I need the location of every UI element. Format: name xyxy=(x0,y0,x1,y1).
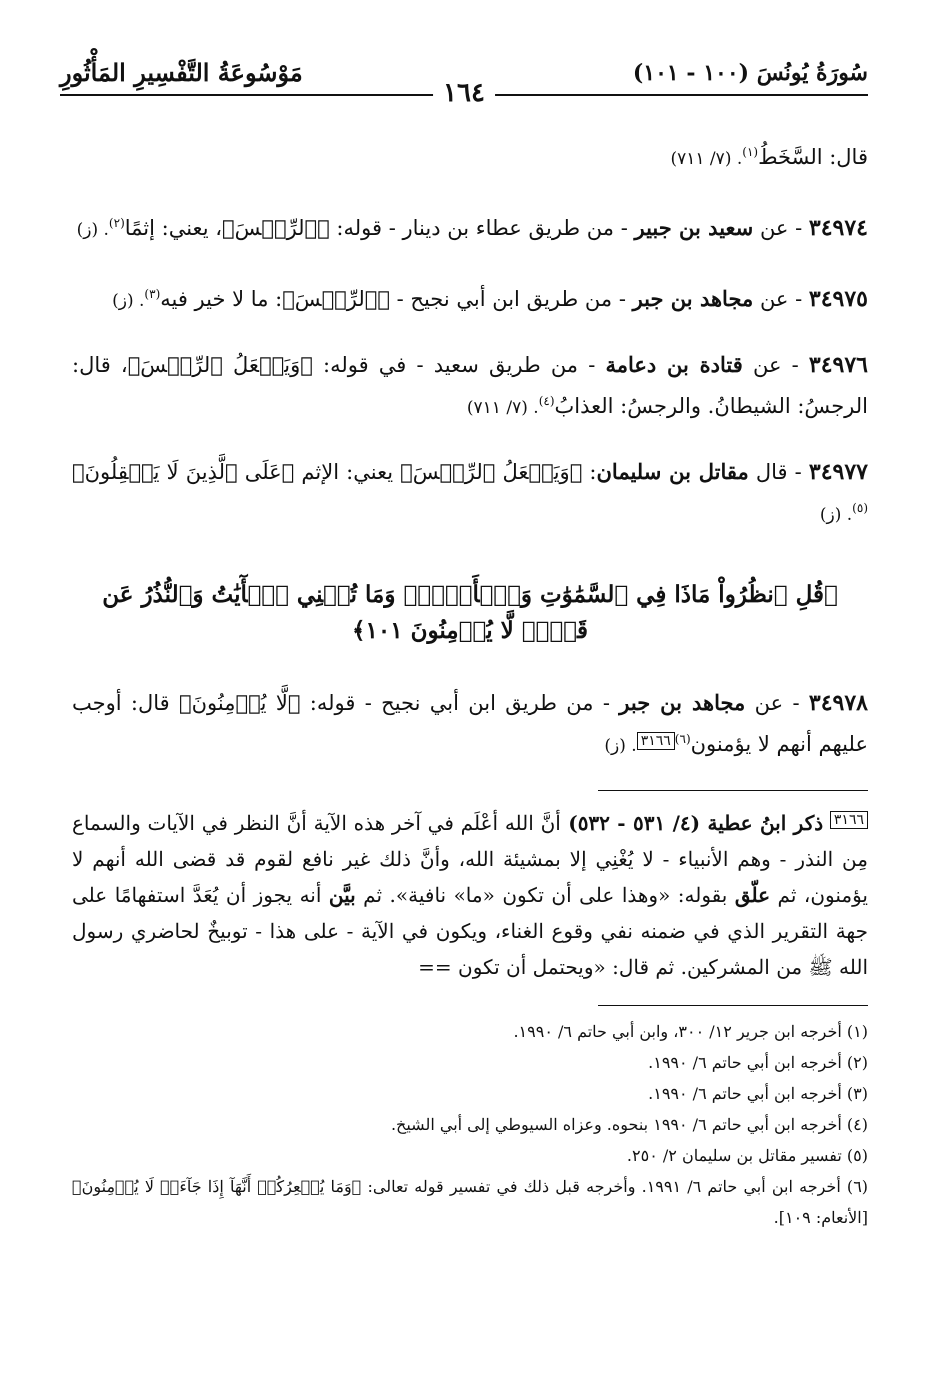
source-ref: . (ز) xyxy=(819,505,853,525)
narration-text: - من طريق ابن أبي نجيح - قوله: ﴿لَّا يُؤۡمِنُونَ﴾ قال: أوجب عليهم أنهم لا يؤمنون xyxy=(72,691,868,756)
footnote-marker: (٢) xyxy=(108,216,125,230)
running-header xyxy=(60,58,868,118)
commentary-emphasis: علّق xyxy=(734,883,771,907)
intro-text: قال: السَّخَطُ xyxy=(758,145,868,169)
footnote: (٤) أخرجه ابن أبي حاتم ٦/ ١٩٩٠ بنحوه. وعزاه السيوطي إلى أبي الشيخ. xyxy=(390,1115,868,1134)
narration-entry xyxy=(72,454,868,533)
intro-line xyxy=(72,134,868,177)
footnote: (٢) أخرجه ابن أبي حاتم ٦/ ١٩٩٠. xyxy=(648,1053,868,1072)
narration-entry xyxy=(72,205,868,248)
narration-number: ٣٤٩٧٤ xyxy=(808,215,868,241)
narration-entry xyxy=(72,276,868,319)
source-ref: . (ز) xyxy=(76,220,109,240)
narration-lead: - عن xyxy=(742,353,809,377)
commentary-tag: ٣١٦٦ xyxy=(830,811,868,829)
commentary-text: أنه يجوز أن يُعَدَّ استفهامًا على جهة التقرير الذي في ضمنه نفي وقوع الغناء، ويكون في الآية - على هذا - توبيخٌ لحاضري رسول الله ﷺ من المشركين. ثم قال: «ويحتمل أن تكون == xyxy=(72,883,868,979)
narration-text: : ﴿وَيَجۡعَلُ ٱلرِّجۡسَ﴾ يعني: الإثم ﴿عَلَى ٱلَّذِينَ لَا يَعۡقِلُونَ﴾ xyxy=(72,460,597,484)
narration-text: - من طريق ابن أبي نجيح - ﴿ٱلرِّجۡسَ﴾: ما لا خير فيه xyxy=(160,287,633,311)
commentary-tag: ٣١٦٦ xyxy=(637,732,675,750)
narrator-name: مجاهد بن جبر xyxy=(632,286,754,311)
narration-entry xyxy=(72,347,868,426)
source-ref: . (٧/ ٧١١) xyxy=(670,149,743,169)
footnote-marker: (١) xyxy=(742,145,759,159)
source-ref: . (ز) xyxy=(112,291,145,311)
narration-text: - من طريق سعيد - في قوله: ﴿وَيَجۡعَلُ ٱلرِّجۡسَ﴾، قال: الرجسُ: الشيطانُ. والرجسُ: العذابُ xyxy=(72,353,868,418)
narrator-name: سعيد بن جبير xyxy=(634,215,754,240)
commentary-author: ذكر ابنُ عطية xyxy=(707,811,824,835)
footnotes xyxy=(72,1016,868,1233)
narration-number: ٣٤٩٧٦ xyxy=(808,352,868,378)
narration-lead: - عن xyxy=(753,216,809,240)
narration-text: - من طريق عطاء بن دينار - قوله: ﴿ٱلرِّجۡسَ﴾، يعني: إثمًا xyxy=(124,216,635,240)
commentary-text: أنَّ الله أعْلَم في آخر هذه الآية أنَّ النظر في الآيات والسماع مِن النذر - وهم الأنبياء - لا يُغْنِي إلا بمشيئة الله، وأنَّ ذلك غير نافع لقوم قد قضى الله أنهم لا يؤمنون، ثم xyxy=(72,811,868,907)
narrator-name: مجاهد بن جبر xyxy=(619,690,746,715)
main-text xyxy=(72,134,868,1233)
narrator-name: مقاتل بن سليمان xyxy=(596,459,749,484)
footnote-marker: (٤) xyxy=(538,394,555,408)
narration-number: ٣٤٩٧٧ xyxy=(808,459,868,485)
surah-title: سُورَةُ يُونُسَ (١٠٠ - ١٠١) xyxy=(632,60,868,86)
commentary-citation: (٤/ ٥٣١ - ٥٣٢) xyxy=(560,811,708,835)
footnote: (١) أخرجه ابن جرير ١٢/ ٣٠٠، وابن أبي حاتم ٦/ ١٩٩٠. xyxy=(513,1022,868,1041)
footnote: (٣) أخرجه ابن أبي حاتم ٦/ ١٩٩٠. xyxy=(648,1084,868,1103)
narration-lead: - قال xyxy=(748,460,809,484)
footnote-marker: (٥) xyxy=(852,501,868,515)
commentary-divider xyxy=(598,790,868,791)
page-number: ١٦٤ xyxy=(433,78,495,108)
narration-lead: - عن xyxy=(753,287,809,311)
footnote: (٥) تفسير مقاتل بن سليمان ٢/ ٢٥٠. xyxy=(626,1146,868,1165)
narration-number: ٣٤٩٧٥ xyxy=(808,286,868,312)
narration-lead: - عن xyxy=(745,691,809,715)
source-ref: . (٧/ ٧١١) xyxy=(466,398,539,418)
quran-verse: ﴿قُلِ ٱنظُرُواْ مَاذَا فِي ٱلسَّمَٰوَٰتِ وَٱلۡأَرۡضِۚ وَمَا تُغۡنِي ٱلۡأٓيَٰتُ وَٱلنُّذُرُ عَن قَوۡمٖ لَّا يُؤۡمِنُونَ ١٠١﴾ xyxy=(102,581,838,644)
footnote-marker: (٣) xyxy=(144,287,161,301)
commentary-text: بقوله: «وهذا على أن تكون «ما» نافية». ثم xyxy=(355,883,735,907)
commentary-emphasis: بيَّن xyxy=(328,883,356,907)
narrator-name: قتادة بن دعامة xyxy=(605,352,743,377)
narration-entry xyxy=(72,685,868,764)
source-ref: . (ز) xyxy=(604,736,637,756)
footnote-marker: (٦) xyxy=(674,732,691,746)
book-title: مَوْسُوعَةُ التَّفْسِيرِ المَأْثُورِ xyxy=(60,58,303,87)
commentary-block xyxy=(72,805,868,985)
footnote-divider xyxy=(598,1005,868,1006)
narration-number: ٣٤٩٧٨ xyxy=(808,690,868,716)
footnote: (٦) أخرجه ابن أبي حاتم ٦/ ١٩٩١. وأخرجه قبل ذلك في تفسير قوله تعالى: ﴿وَمَا يُشۡعِرُكُمۡ أَنَّهَآ إِذَا جَآءَتۡ لَا يُؤۡمِنُونَ﴾ [الأنعام: ١٠٩]. xyxy=(72,1177,869,1227)
